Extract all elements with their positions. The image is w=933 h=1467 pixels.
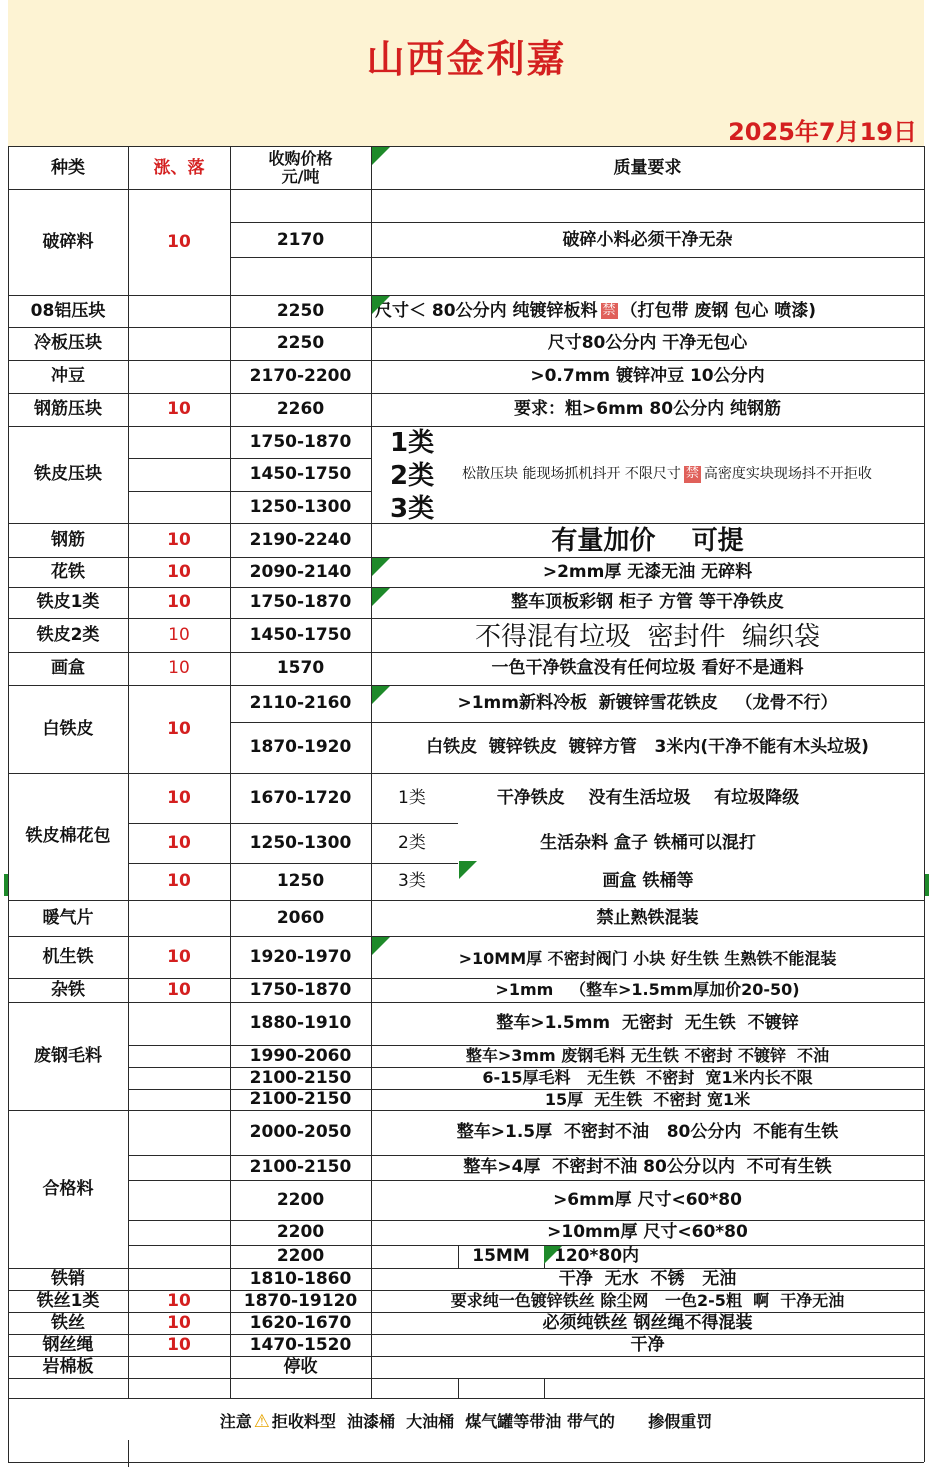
row-change: 10 — [167, 871, 191, 892]
row-price: 1990-2060 — [249, 1045, 352, 1066]
grade-label: 2类 — [398, 832, 426, 853]
row-kind: 花铁 — [51, 561, 85, 582]
flag-icon — [372, 558, 390, 576]
grid-line — [8, 1356, 924, 1357]
quality-text: 尺寸＜ 80公分内 纯镀锌板料 — [375, 300, 598, 321]
row-price: 1750-1870 — [249, 979, 352, 1000]
row-kind: 冲豆 — [51, 366, 85, 387]
row-price: 2250 — [276, 300, 325, 321]
row-price: 1870-19120 — [243, 1290, 358, 1311]
row-price: 2170 — [276, 229, 325, 250]
row-quality: 尺寸80公分内 干净无包心 — [547, 333, 748, 354]
row-quality — [462, 458, 922, 491]
row-quality: 整车>1.5厚 不密封不油 80公分内 不能有生铁 — [456, 1122, 839, 1143]
row-kind: 钢筋压块 — [34, 399, 102, 420]
footer-note-label: 注意 — [219, 1412, 252, 1432]
row-quality: 整车>3mm 废钢毛料 无生铁 不密封 不镀锌 不油 — [465, 1046, 830, 1066]
quality-text: 松散压块 能现场抓机抖开 不限尺寸 — [462, 465, 681, 482]
row-kind: 暖气片 — [42, 907, 94, 928]
row-price: 2060 — [276, 907, 325, 928]
row-quality: 干净 无水 不锈 无油 — [558, 1268, 737, 1289]
row-quality: 15厚 无生铁 不密封 宽1米 — [544, 1089, 751, 1109]
row-change: 10 — [167, 979, 191, 1000]
grid-line — [8, 426, 924, 427]
footer-note-text: 拒收料型 油漆桶 大油桶 煤气罐等带油 带气的 掺假重罚 — [271, 1412, 713, 1432]
row-price: 2200 — [276, 1222, 325, 1243]
grid-line — [8, 1462, 924, 1463]
grade-label: 1类 — [390, 427, 435, 458]
row-quality: 白铁皮 镀锌铁皮 镀锌方管 3米内(干净不能有木头垃圾) — [426, 737, 869, 758]
row-price: 1670-1720 — [249, 787, 352, 808]
grade-label: 3类 — [398, 871, 426, 892]
row-change: 10 — [167, 1290, 191, 1311]
row-price: 1880-1910 — [249, 1013, 352, 1034]
row-price: 2170-2200 — [249, 366, 352, 387]
row-price: 2090-2140 — [249, 561, 352, 582]
flag-icon — [544, 1246, 562, 1264]
row-kind: 铁皮压块 — [34, 464, 102, 485]
flag-icon — [372, 588, 390, 606]
flag-icon — [372, 937, 390, 955]
row-kind: 铁销 — [51, 1268, 85, 1289]
row-price: 1570 — [276, 658, 325, 679]
row-quality: 必须纯铁丝 钢丝绳不得混装 — [542, 1312, 753, 1333]
row-quality-extra: 15MM — [472, 1246, 530, 1267]
quality-text: 高密度实块现场抖不开拒收 — [703, 465, 872, 482]
row-kind: 冷板压块 — [34, 333, 102, 354]
row-change: 10 — [167, 561, 191, 582]
row-change: 10 — [167, 1334, 191, 1355]
row-change: 10 — [167, 946, 191, 967]
row-kind: 废钢毛料 — [34, 1045, 102, 1066]
row-change: 10 — [167, 832, 191, 853]
row-price: 1250 — [276, 871, 325, 892]
row-change: 10 — [167, 718, 191, 739]
flag-icon — [459, 861, 477, 879]
row-kind: 杂铁 — [51, 979, 85, 1000]
row-quality: 禁止熟铁混装 — [596, 907, 699, 928]
row-price: 2100-2150 — [249, 1089, 352, 1110]
row-price: 1620-1670 — [249, 1312, 352, 1333]
row-change: 10 — [168, 658, 190, 679]
col-header-price: 收购价格 元/吨 — [268, 149, 333, 186]
row-price: 1250-1300 — [249, 832, 352, 853]
row-kind: 岩棉板 — [42, 1356, 94, 1377]
row-kind: 铁皮棉花包 — [25, 826, 111, 847]
row-quality: 整车顶板彩钢 柜子 方管 等干净铁皮 — [511, 592, 784, 613]
flag-icon — [372, 686, 390, 704]
row-change: 10 — [168, 624, 190, 645]
row-quality: 生活杂料 盒子 铁桶可以混打 — [540, 832, 756, 853]
row-change: 10 — [167, 787, 191, 808]
row-quality: >10mm厚 尺寸<60*80 — [547, 1222, 748, 1243]
row-kind: 钢筋 — [51, 529, 85, 550]
row-quality: >2mm厚 无漆无油 无碎料 — [542, 561, 753, 582]
flag-icon — [372, 296, 390, 314]
grid-line — [230, 257, 924, 258]
grid-line — [924, 146, 925, 1462]
grade-label: 1类 — [398, 787, 426, 808]
row-price: 2200 — [276, 1189, 325, 1210]
row-quality: 画盒 铁桶等 — [602, 871, 694, 892]
grid-line — [128, 1440, 129, 1467]
row-price: 2190-2240 — [249, 529, 352, 550]
row-change: 10 — [167, 232, 191, 253]
row-price: 2200 — [276, 1246, 325, 1267]
row-kind: 白铁皮 — [42, 718, 94, 739]
row-quality: >0.7mm 镀锌冲豆 10公分内 — [530, 366, 765, 387]
col-header-quality: 质量要求 — [613, 157, 682, 178]
row-kind: 机生铁 — [42, 946, 94, 967]
grid-line — [8, 1398, 924, 1399]
col-header-change: 涨、落 — [153, 157, 205, 178]
row-price: 1450-1750 — [249, 464, 352, 485]
grid-line — [8, 1378, 924, 1379]
page-title: 山西金利嘉 — [366, 37, 567, 81]
row-quality: >6mm厚 尺寸<60*80 — [553, 1189, 742, 1210]
row-price: 1470-1520 — [249, 1334, 352, 1355]
row-price: 1750-1870 — [249, 431, 352, 452]
row-kind: 画盒 — [51, 658, 85, 679]
row-quality: >10MM厚 不密封阀门 小块 好生铁 生熟铁不能混装 — [458, 948, 837, 968]
row-quality: 要求纯一色镀锌铁丝 除尘网 一色2-5粗 啊 干净无油 — [450, 1291, 845, 1311]
row-price: 2250 — [276, 333, 325, 354]
row-quality: 干净铁皮 没有生活垃圾 有垃圾降级 — [496, 787, 800, 808]
row-price: 2260 — [276, 399, 325, 420]
row-price: 1920-1970 — [249, 946, 352, 967]
quality-text: （打包带 废钢 包心 喷漆) — [620, 300, 817, 321]
flag-icon — [372, 147, 390, 165]
col-header-kind: 种类 — [51, 157, 85, 178]
row-quality: >1mm新料冷板 新镀锌雪花铁皮 （龙骨不行） — [457, 693, 838, 714]
row-price: 2100-2150 — [249, 1067, 352, 1088]
row-price: 2000-2050 — [249, 1122, 352, 1143]
row-kind: 铁皮1类 — [36, 592, 100, 613]
row-quality: >1mm （整车>1.5mm厚加价20-50) — [495, 980, 800, 1000]
selection-handle-left[interactable] — [4, 874, 8, 896]
row-quality: 6-15厚毛料 无生铁 不密封 宽1米内长不限 — [482, 1068, 813, 1088]
row-change: 10 — [167, 592, 191, 613]
row-price: 2110-2160 — [249, 693, 352, 714]
row-kind: 合格料 — [42, 1178, 94, 1199]
row-change: 10 — [167, 1312, 191, 1333]
row-change: 10 — [167, 399, 191, 420]
footer-note — [8, 1400, 924, 1444]
row-quality: 不得混有垃圾 密封件 编织袋 — [474, 621, 821, 652]
row-price: 1450-1750 — [249, 624, 352, 645]
row-price: 1810-1860 — [249, 1268, 352, 1289]
row-price: 1870-1920 — [249, 737, 352, 758]
row-quality: 破碎小料必须干净无杂 — [562, 229, 733, 250]
row-quality: 整车>4厚 不密封不油 80公分以内 不可有生铁 — [463, 1157, 832, 1178]
warning-icon: ⚠ — [253, 1411, 270, 1433]
row-quality: 整车>1.5mm 无密封 无生铁 不镀锌 — [496, 1013, 799, 1034]
ban-badge: 禁 — [602, 302, 616, 318]
row-kind: 破碎料 — [42, 232, 94, 253]
selection-handle-right[interactable] — [925, 874, 929, 896]
row-quality: 一色干净铁盒没有任何垃圾 看好不是通料 — [491, 658, 804, 679]
grade-label: 2类 — [390, 460, 435, 491]
row-kind: 铁皮2类 — [36, 624, 100, 645]
row-quality: 干净 — [630, 1334, 665, 1355]
row-price: 1750-1870 — [249, 592, 352, 613]
grid-line — [544, 1378, 545, 1398]
row-kind: 铁丝1类 — [36, 1290, 100, 1311]
row-kind: 钢丝绳 — [42, 1334, 94, 1355]
row-kind: 08铝压块 — [30, 300, 106, 321]
row-price: 停收 — [283, 1356, 318, 1377]
row-change: 10 — [167, 529, 191, 550]
ban-badge: 禁 — [685, 466, 699, 482]
sheet-date: 2025年7月19日 — [728, 118, 917, 146]
row-price: 1250-1300 — [249, 496, 352, 517]
row-kind: 铁丝 — [51, 1312, 85, 1333]
grid-line — [458, 1378, 459, 1398]
row-quality: 要求：粗>6mm 80公分内 纯钢筋 — [514, 399, 781, 420]
row-quality — [371, 295, 924, 327]
row-quality: 有量加价 可提 — [551, 525, 744, 556]
row-quality-extra: 120*80内 — [554, 1246, 640, 1267]
grade-label: 3类 — [390, 493, 435, 524]
row-price: 2100-2150 — [249, 1157, 352, 1178]
